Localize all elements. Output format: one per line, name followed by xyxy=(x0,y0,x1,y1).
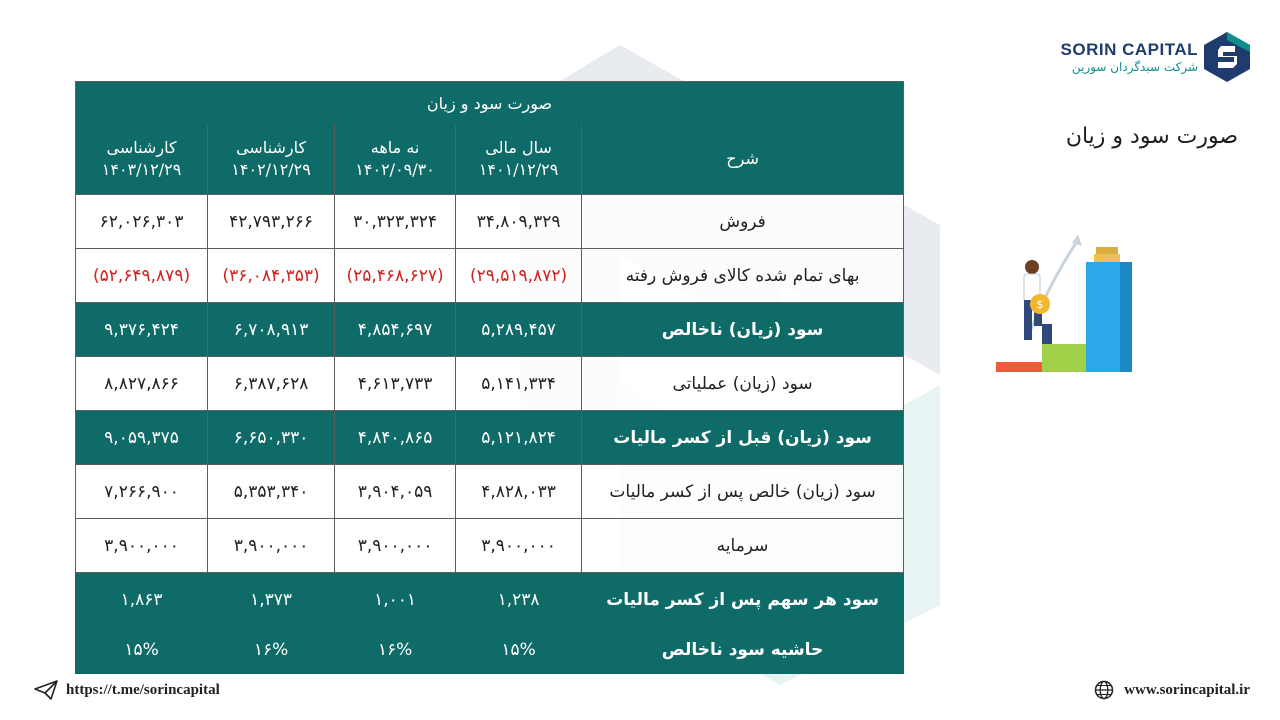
table-row xyxy=(76,411,904,465)
telegram-link[interactable] xyxy=(34,680,220,700)
cell-value: ۱۶% xyxy=(208,627,335,674)
cell-value-negative: (۵۲,۶۴۹,۸۷۹) xyxy=(76,249,208,303)
cell-value: ۴,۸۵۴,۶۹۷ xyxy=(335,303,456,357)
brand-logo xyxy=(1061,32,1250,82)
slide-title: صورت سود و زیان xyxy=(1065,124,1238,149)
cell-value: ۴,۸۴۰,۸۶۵ xyxy=(335,411,456,465)
table-row xyxy=(76,195,904,249)
row-label: سود (زیان) خالص پس از کسر مالیات xyxy=(582,465,904,519)
cell-value-negative: (۳۶,۰۸۴,۳۵۳) xyxy=(208,249,335,303)
cell-value: ۵,۲۸۹,۴۵۷ xyxy=(456,303,582,357)
cell-value: ۳,۹۰۰,۰۰۰ xyxy=(208,519,335,573)
row-label: فروش xyxy=(582,195,904,249)
cell-value: ۶,۶۵۰,۳۳۰ xyxy=(208,411,335,465)
row-label: سود هر سهم پس از کسر مالیات xyxy=(582,573,904,627)
cell-value: ۹,۰۵۹,۳۷۵ xyxy=(76,411,208,465)
cell-value: ۴,۶۱۳,۷۳۳ xyxy=(335,357,456,411)
table-row xyxy=(76,519,904,573)
cell-value: ۱,۰۰۱ xyxy=(335,573,456,627)
cell-value: ۳,۹۰۰,۰۰۰ xyxy=(76,519,208,573)
cell-value: ۹,۳۷۶,۴۲۴ xyxy=(76,303,208,357)
telegram-url[interactable]: https://t.me/sorincapital xyxy=(66,681,220,698)
website-url[interactable]: www.sorincapital.ir xyxy=(1124,681,1250,698)
row-label: سود (زیان) ناخالص xyxy=(582,303,904,357)
cell-value: ۷,۲۶۶,۹۰۰ xyxy=(76,465,208,519)
paper-plane-icon xyxy=(34,680,58,700)
growth-illustration xyxy=(990,232,1140,377)
sorin-logo-icon xyxy=(1204,32,1250,82)
column-header-fy1401: سال مالی ۱۴۰۱/۱۲/۲۹ xyxy=(456,124,582,195)
cell-value: ۳,۹۰۰,۰۰۰ xyxy=(456,519,582,573)
row-label: سود (زیان) عملیاتی xyxy=(582,357,904,411)
income-statement-table xyxy=(75,81,904,674)
cell-value: ۳۰,۳۲۳,۳۲۴ xyxy=(335,195,456,249)
column-header-est1402: کارشناسی ۱۴۰۲/۱۲/۲۹ xyxy=(208,124,335,195)
row-label: سود (زیان) قبل از کسر مالیات xyxy=(582,411,904,465)
cell-value: ۱,۳۷۳ xyxy=(208,573,335,627)
cell-value: ۵,۳۵۳,۳۴۰ xyxy=(208,465,335,519)
cell-value: ۸,۸۲۷,۸۶۶ xyxy=(76,357,208,411)
cell-value: ۳۴,۸۰۹,۳۲۹ xyxy=(456,195,582,249)
cell-value: ۱۵% xyxy=(76,627,208,674)
cell-value: ۵,۱۴۱,۳۳۴ xyxy=(456,357,582,411)
cell-value: ۶۲,۰۲۶,۳۰۳ xyxy=(76,195,208,249)
cell-value: ۳,۹۰۴,۰۵۹ xyxy=(335,465,456,519)
row-label: سرمایه xyxy=(582,519,904,573)
cell-value: ۴۲,۷۹۳,۲۶۶ xyxy=(208,195,335,249)
column-header-est1403: کارشناسی ۱۴۰۳/۱۲/۲۹ xyxy=(76,124,208,195)
row-label: بهای تمام شده کالای فروش رفته xyxy=(582,249,904,303)
cell-value: ۶,۷۰۸,۹۱۳ xyxy=(208,303,335,357)
table-row xyxy=(76,573,904,627)
website-link[interactable] xyxy=(1094,680,1250,700)
cell-value-negative: (۲۵,۴۶۸,۶۲۷) xyxy=(335,249,456,303)
cell-value: ۱۶% xyxy=(335,627,456,674)
table-row xyxy=(76,627,904,674)
brand-name-fa: شرکت سبدگردان سورین xyxy=(1071,60,1198,74)
cell-value: ۳,۹۰۰,۰۰۰ xyxy=(335,519,456,573)
cell-value: ۱۵% xyxy=(456,627,582,674)
cell-value-negative: (۲۹,۵۱۹,۸۷۲) xyxy=(456,249,582,303)
table-caption: صورت سود و زیان xyxy=(76,82,904,125)
column-header-desc: شرح xyxy=(582,124,904,195)
brand-name: SORIN CAPITAL xyxy=(1060,40,1198,59)
table-row xyxy=(76,465,904,519)
column-header-9m1402: نه ماهه ۱۴۰۲/۰۹/۳۰ xyxy=(335,124,456,195)
cell-value: ۱,۸۶۳ xyxy=(76,573,208,627)
table-row xyxy=(76,249,904,303)
cell-value: ۱,۲۳۸ xyxy=(456,573,582,627)
table-row xyxy=(76,357,904,411)
row-label: حاشیه سود ناخالص xyxy=(582,627,904,674)
cell-value: ۴,۸۲۸,۰۳۳ xyxy=(456,465,582,519)
cell-value: ۵,۱۲۱,۸۲۴ xyxy=(456,411,582,465)
svg-text:$: $ xyxy=(1036,298,1044,311)
globe-icon xyxy=(1094,680,1114,700)
cell-value: ۶,۳۸۷,۶۲۸ xyxy=(208,357,335,411)
table-row xyxy=(76,303,904,357)
